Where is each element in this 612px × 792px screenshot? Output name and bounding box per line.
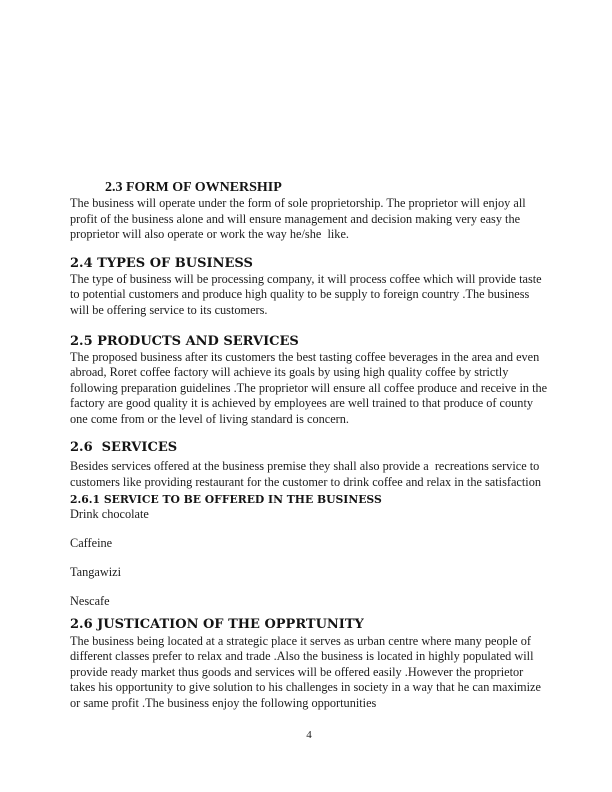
section-body-justication: The business being located at a strategic place it serves as urban centre where many people of different classes prefer to relax and trade .Also the business is located in highly populated will provide ready market thus goods and services will be offered easily .However the proprietor takes his opportunity to give solution to his challenges in society in a way that he can maximize or same profit .The business enjoy the following opportunities (70, 633, 545, 710)
section-body-products-and-services: The proposed business after its customers the best tasting coffee beverages in the area and even abroad, Roret coffee factory will achieve its goals by using high quality coffee by strictly following preparation guidelines .The proprietor will ensure all coffee produce and receive in the factory are good quality it is achieved by employees are well trained to that produce of county one come from or the level of living standard is concern. (70, 349, 551, 426)
list-item-tangawizi: Tangawizi (70, 565, 122, 579)
section-form-of-ownership (70, 180, 548, 243)
section-heading-types-of-business: 2.4 TYPES OF BUSINESS (70, 255, 253, 271)
section-body-types-of-business: The type of business will be processing company, it will process coffee which will provide taste to potential customers and produce high quality to be supply to foreign country .The business will be offering service to its customers. (70, 271, 545, 317)
page-number: 4 (306, 729, 312, 741)
section-heading-services: 2.6 SERVICES (70, 440, 178, 455)
section-heading-service-offered: 2.6.1 SERVICE TO BE OFFERED IN THE BUSINESS (70, 493, 382, 506)
page-footer (70, 729, 548, 742)
section-heading-products-and-services: 2.5 PRODUCTS AND SERVICES (70, 333, 299, 349)
section-heading-justication: 2.6 JUSTICATION OF THE OPPRTUNITY (70, 616, 364, 632)
section-types-of-business (70, 256, 548, 319)
list-item-caffeine: Caffeine (70, 536, 113, 550)
section-body-services: Besides services offered at the business premise they shall also provide a recreations service to customers like providing restaurant for the customer to drink coffee and relax in the satisfaction (70, 459, 543, 489)
list-item-nescafe: Nescafe (70, 594, 110, 608)
section-justication-of-opportunity (70, 617, 548, 712)
section-services (70, 440, 548, 490)
section-service-offered-list (70, 493, 548, 610)
list-item-drink-chocolate: Drink chocolate (70, 507, 149, 521)
section-heading-form-of-ownership: 2.3 FORM OF OWNERSHIP (105, 180, 282, 195)
section-products-and-services (70, 333, 551, 428)
section-body-form-of-ownership: The business will operate under the form of sole proprietorship. The proprietor will enjoy all profit of the business alone and will ensure management and decision making very easy the proprietor will also operate or work the way he/she like. (70, 196, 529, 241)
